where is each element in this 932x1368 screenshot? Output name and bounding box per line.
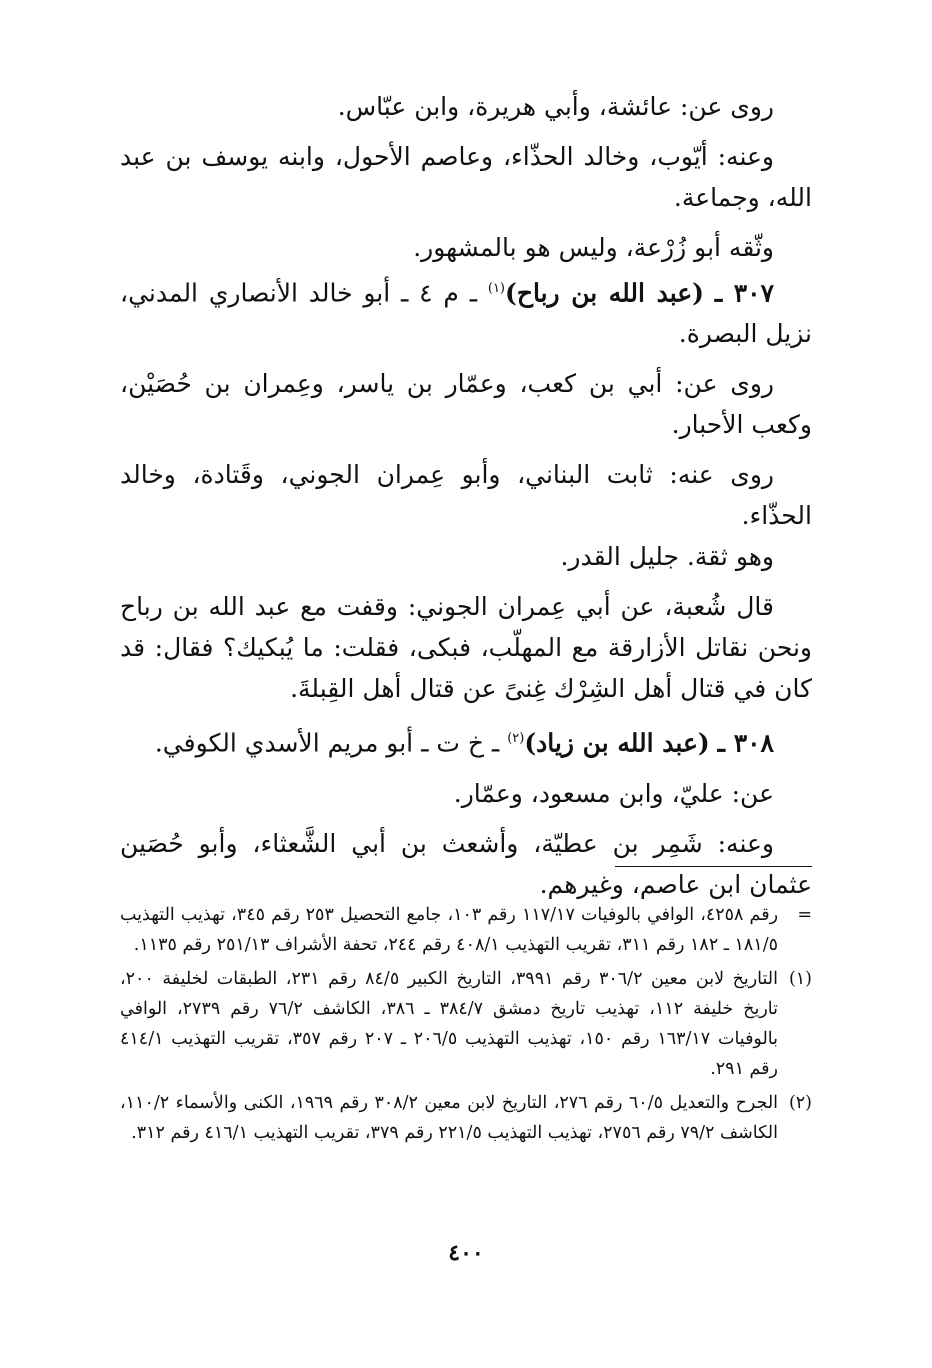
entry-307	[120, 268, 812, 354]
narrated-from-2: روى عن: أبي بن كعب، وعمّار بن ياسر، وعِمران بن حُصَيْن، وكعب الأحبار.	[120, 369, 812, 440]
reliability-1: وثّقه أبو زُرْعة، وليس هو بالمشهور.	[413, 233, 774, 262]
footnote-ref: (١)	[487, 281, 505, 296]
footnote-ref: (٢)	[507, 731, 525, 747]
entry-number: ٣٠٧ ـ	[714, 278, 775, 308]
footnote-text: رقم ٤٢٥٨، الوافي بالوفيات ١١٧/١٧ رقم ١٠٣، جامع التحصيل ٢٥٣ رقم ٣٤٥، تهذيب التهذيب ١٨١/٥ ـ ١٨٢ رقم ٣١١، تقريب التهذيب ٤٠٨/١ رقم ٢٤٤، تحفة الأشراف ٢٥١/١٣ رقم ١١٣٥.	[120, 905, 779, 955]
entry-308	[120, 718, 812, 763]
narrated-from-1: روى عن: عائشة، وأبي هريرة، وابن عبّاس.	[337, 92, 774, 121]
page-number: ٤٠٠	[448, 1240, 484, 1266]
footnote-text: التاريخ لابن معين ٣٠٦/٢ رقم ٣٩٩١، التاريخ الكبير ٨٤/٥ رقم ٢٣١، الطبقات لخليفة ٢٠٠، تاريخ خليفة ١١٢، تهذيب تاريخ دمشق ٣٨٤/٧ ـ ٣٨٦، الكاشف ٧٦/٢ رقم ٢٧٣٩، الوافي بالوفيات ١٦٣/١٧ رقم ١٥٠، تهذيب التهذيب ٢٠٦/٥ ـ ٢٠٧ رقم ٣٥٧، تقريب التهذيب ٤١٤/١ رقم ٢٩١.	[120, 969, 779, 1079]
footnote-1	[120, 964, 812, 1084]
footnote-divider	[615, 866, 812, 867]
footnote-mark: (٢)	[788, 1093, 812, 1113]
narrators-3: وعنه: شَمِر بن عطيّة، وأشعث بن أبي الشَّعثاء، وأبو حُصَين عثمان ابن عاصم، وغيرهم.	[120, 828, 812, 899]
footnote-mark: (١)	[788, 969, 812, 989]
footnote-mark: =	[797, 905, 812, 925]
narrators-2: روى عنه: ثابت البناني، وأبو عِمران الجوني، وقَتادة، وخالد الحذّاء.	[120, 460, 812, 531]
footnote-2	[120, 1088, 812, 1148]
reliability-2: وهو ثقة. جليل القدر.	[560, 542, 774, 572]
quote-shuba: قال شُعبة، عن أبي عِمران الجوني: وقفت مع عبد الله بن رباح ونحن نقاتل الأزارقة مع المهلّب، فبكى، فقلت: ما يُبكيك؟ فقال: قد كان في قتال أهل الشِرْك غِنىً عن قتال أهل القِبلةَ.	[120, 592, 812, 704]
entry-number: ٣٠٨ ـ	[717, 728, 774, 758]
narrated-from-3: عن: عليّ، وابن مسعود، وعمّار.	[453, 778, 774, 808]
entry-desc: ـ م ٤ ـ أبو خالد الأنصاري المدني، نزيل البصرة.	[120, 278, 812, 349]
narrators-1: وعنه: أيّوب، وخالد الحذّاء، وعاصم الأحول، وابنه يوسف بن عبد الله، وجماعة.	[120, 142, 812, 212]
main-text	[120, 86, 812, 914]
entry-name: (عبد الله بن رباح)	[505, 278, 704, 308]
entry-desc: ـ خ ت ـ أبو مريم الأسدي الكوفي.	[154, 728, 500, 758]
footnote-continued	[120, 900, 812, 960]
entry-name: (عبد الله بن زياد)	[524, 728, 710, 758]
footnote-text: الجرح والتعديل ٦٠/٥ رقم ٢٧٦، التاريخ لابن معين ٣٠٨/٢ رقم ١٩٦٩، الكنى والأسماء ١١٠/٢، الكاشف ٧٩/٢ رقم ٢٧٥٦، تهذيب التهذيب ٢٢١/٥ رقم ٣٧٩، تقريب التهذيب ٤١٦/١ رقم ٣١٢.	[120, 1093, 779, 1143]
footnotes	[120, 900, 812, 1152]
